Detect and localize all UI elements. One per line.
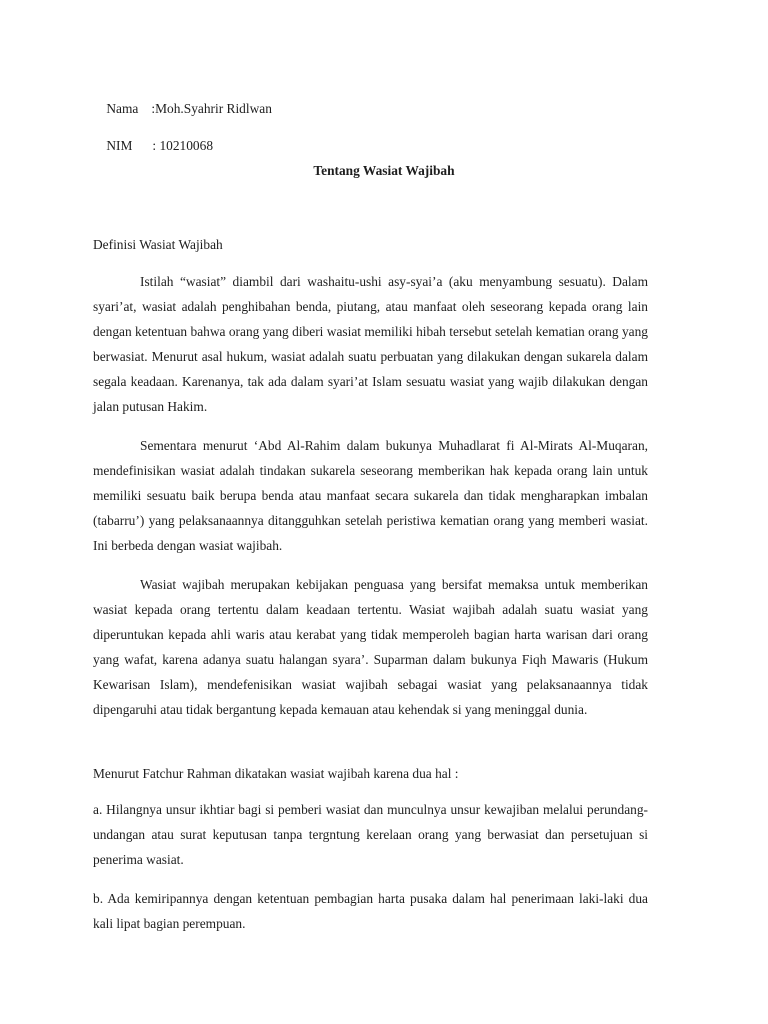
list-item-b: b. Ada kemiripannya dengan ketentuan pembagian harta pusaka dalam hal penerimaan laki-laki dua kali lipat bagian perempuan. bbox=[93, 891, 648, 932]
nim-label: NIM bbox=[106, 138, 133, 154]
paragraph-2: Sementara menurut ‘Abd Al-Rahim dalam bukunya Muhadlarat fi Al-Mirats Al-Muqaran, mendefinisikan wasiat adalah tindakan sukarela seseorang memberikan hak kepada orang lain untuk memiliki sesuatu baik berupa benda atau manfaat secara sukarela dan tidak mengharapkan imbalan (tabarru’) yang pelaksanaannya ditangguhkan setelah peristiwa kematian orang yang memberi wasiat. Ini berbeda dengan wasiat wajibah. bbox=[93, 438, 648, 554]
name-value: :Moh.Syahrir Ridlwan bbox=[151, 101, 272, 117]
nim-value: : 10210068 bbox=[152, 138, 214, 154]
paragraph-4: Menurut Fatchur Rahman dikatakan wasiat wajibah karena dua hal : bbox=[93, 766, 459, 781]
nim-line bbox=[93, 126, 213, 166]
name-line bbox=[93, 89, 272, 129]
paragraph-1: Istilah “wasiat” diambil dari washaitu-ushi asy-syai’a (aku menyambung sesuatu). Dalam syari’at, wasiat adalah penghibahan benda, piutang, atau manfaat oleh seseorang kepada orang lain dengan ketentuan bahwa orang yang diberi wasiat memiliki hibah tersebut setelah kematian orang yang berwasiat. Menurut asal hukum, wasiat adalah suatu perbuatan yang dilakukan dengan sukarela dalam segala keadaan. Karenanya, tak ada dalam syari’at Islam sesuatu wasiat yang wajib dilakukan dengan jalan putusan Hakim. bbox=[93, 274, 648, 415]
list-item-a: a. Hilangnya unsur ikhtiar bagi si pemberi wasiat dan munculnya unsur kewajiban melalui perundang-undangan atau surat keputusan tanpa tergntung kerelaan orang yang berwasiat dan persetujuan si penerima wasiat. bbox=[93, 802, 648, 868]
name-label: Nama bbox=[106, 101, 139, 117]
document-title: Tentang Wasiat Wajibah bbox=[313, 163, 455, 178]
section-heading: Definisi Wasiat Wajibah bbox=[93, 237, 223, 252]
paragraph-3: Wasiat wajibah merupakan kebijakan penguasa yang bersifat memaksa untuk memberikan wasiat kepada orang tertentu dalam keadaan tertentu. Wasiat wajibah adalah suatu wasiat yang diperuntukan kepada ahli waris atau kerabat yang tidak memperoleh bagian harta warisan dari orang yang wafat, karena adanya suatu halangan syara’. Suparman dalam bukunya Fiqh Mawaris (Hukum Kewarisan Islam), mendefenisikan wasiat wajibah sebagai wasiat yang pelaksanaannya tidak dipengaruhi atau tidak bergantung kepada kemauan atau kehendak si yang meninggal dunia. bbox=[93, 577, 648, 718]
